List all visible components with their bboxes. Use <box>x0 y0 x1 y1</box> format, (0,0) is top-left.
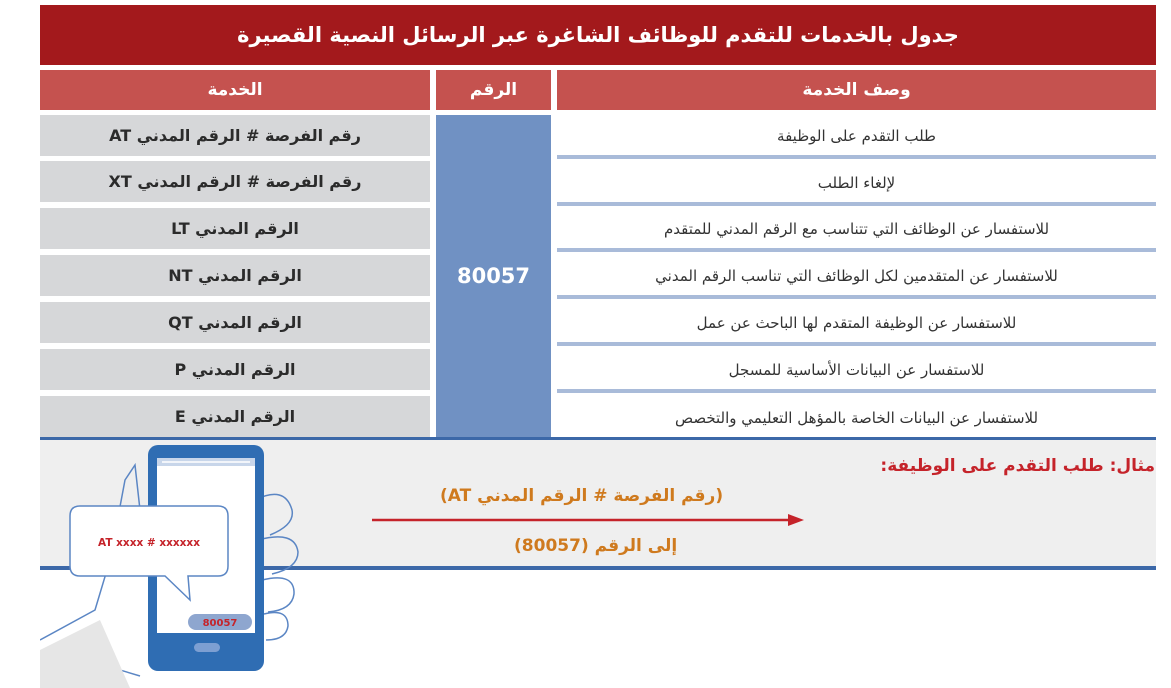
service-cell: الرقم المدني P <box>40 349 430 390</box>
service-cell: الرقم المدني QT <box>40 302 430 343</box>
description-cell: للاستفسار عن الوظيفة المتقدم لها الباحث عن عمل <box>557 304 1156 346</box>
example-title: مثال: طلب التقدم على الوظيفة: <box>880 456 1155 476</box>
header-number: الرقم <box>436 70 551 110</box>
page-title: جدول بالخدمات للتقدم للوظائف الشاغرة عبر الرسائل النصية القصيرة <box>40 5 1156 65</box>
phone-number-pill: 80057 <box>202 618 238 629</box>
description-cell: لإلغاء الطلب <box>557 164 1156 206</box>
service-cell: رقم الفرصة # الرقم المدني XT <box>40 161 430 202</box>
description-cell: للاستفسار عن البيانات الخاصة بالمؤهل التعليمي والتخصص <box>674 409 1039 427</box>
example-recipient: إلى الرقم (80057) <box>514 536 678 556</box>
service-cell: الرقم المدني E <box>40 396 430 437</box>
bubble-message: AT xxxx # xxxxxx <box>98 537 200 549</box>
example-message: (رقم الفرصة # الرقم المدني AT) <box>440 486 724 506</box>
service-cell: الرقم المدني LT <box>40 208 430 249</box>
right-arrow-icon <box>372 512 812 528</box>
service-cell: الرقم المدني NT <box>40 255 430 296</box>
service-cell: رقم الفرصة # الرقم المدني AT <box>40 115 430 156</box>
description-cell: طلب التقدم على الوظيفة <box>557 117 1156 159</box>
header-service: الخدمة <box>40 70 430 110</box>
mobile-phone-icon <box>40 440 320 688</box>
header-description: وصف الخدمة <box>557 70 1156 110</box>
sms-number: 80057 <box>436 115 551 437</box>
description-cell: للاستفسار عن المتقدمين لكل الوظائف التي تناسب الرقم المدني <box>557 257 1156 299</box>
description-cell: للاستفسار عن البيانات الأساسية للمسجل <box>557 351 1156 393</box>
description-cell: للاستفسار عن الوظائف التي تتناسب مع الرقم المدني للمتقدم <box>557 210 1156 252</box>
